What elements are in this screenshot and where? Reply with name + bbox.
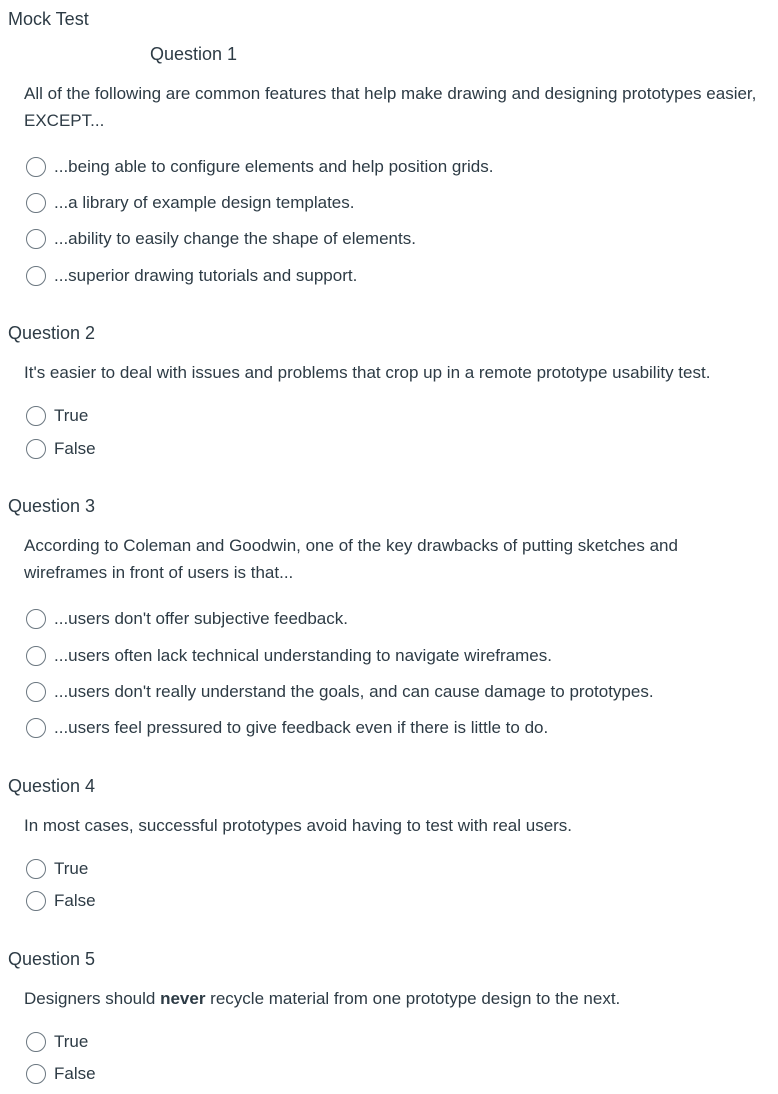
question-3-text: According to Coleman and Goodwin, one of the key drawbacks of putting sketches and wireframes in front of users is that... — [24, 536, 678, 582]
question-5-text-after: recycle material from one prototype design to the next. — [205, 989, 621, 1008]
question-4-text: In most cases, successful prototypes avoid having to test with real users. — [24, 816, 573, 835]
option-label: True — [54, 859, 89, 878]
question-1-text: All of the following are common features that help make drawing and designing prototypes easier, EXCEPT... — [24, 84, 757, 130]
option-label: ...users often lack technical understanding to navigate wireframes. — [54, 646, 552, 665]
question-2-option-true[interactable] — [26, 404, 88, 428]
question-2-option-false[interactable] — [26, 437, 96, 461]
option-label: False — [54, 1064, 96, 1083]
question-3-option-1[interactable] — [26, 607, 348, 631]
radio-button[interactable] — [26, 1032, 46, 1052]
option-label: ...a library of example design templates. — [54, 193, 355, 212]
radio-button[interactable] — [26, 609, 46, 629]
option-label: False — [54, 891, 96, 910]
question-1-option-3[interactable] — [26, 227, 416, 251]
radio-button[interactable] — [26, 646, 46, 666]
question-4-title: Question 4 — [8, 776, 96, 796]
question-1-option-4[interactable] — [26, 264, 357, 288]
radio-button[interactable] — [26, 229, 46, 249]
option-label: ...users feel pressured to give feedback even if there is little to do. — [54, 718, 549, 737]
question-1-title: Question 1 — [150, 44, 238, 64]
radio-button[interactable] — [26, 406, 46, 426]
option-label: False — [54, 439, 96, 458]
radio-button[interactable] — [26, 1064, 46, 1084]
radio-button[interactable] — [26, 193, 46, 213]
option-label: ...users don't offer subjective feedback. — [54, 609, 348, 628]
question-1-option-2[interactable] — [26, 191, 354, 215]
option-label: ...being able to configure elements and help position grids. — [54, 157, 494, 176]
question-5-text-emphasis: never — [160, 989, 206, 1008]
question-3-title: Question 3 — [8, 496, 96, 516]
question-5-option-false[interactable] — [26, 1062, 96, 1086]
question-4-option-true[interactable] — [26, 857, 88, 881]
question-1-option-1[interactable] — [26, 155, 493, 179]
question-2-text: It's easier to deal with issues and problems that crop up in a remote prototype usability test. — [24, 363, 711, 382]
question-5-title: Question 5 — [8, 949, 96, 969]
page-title: Mock Test — [8, 9, 89, 29]
option-label: ...users don't really understand the goals, and can cause damage to prototypes. — [54, 682, 654, 701]
question-3-option-3[interactable] — [26, 680, 654, 704]
radio-button[interactable] — [26, 859, 46, 879]
option-label: True — [54, 1032, 89, 1051]
radio-button[interactable] — [26, 718, 46, 738]
question-2-title: Question 2 — [8, 323, 96, 343]
option-label: ...ability to easily change the shape of elements. — [54, 229, 416, 248]
question-5-text — [24, 985, 759, 1012]
radio-button[interactable] — [26, 891, 46, 911]
radio-button[interactable] — [26, 682, 46, 702]
question-3-option-4[interactable] — [26, 716, 548, 740]
question-4-option-false[interactable] — [26, 889, 96, 913]
question-5-option-true[interactable] — [26, 1030, 88, 1054]
radio-button[interactable] — [26, 266, 46, 286]
option-label: ...superior drawing tutorials and support. — [54, 266, 358, 285]
question-3-option-2[interactable] — [26, 644, 552, 668]
radio-button[interactable] — [26, 439, 46, 459]
option-label: True — [54, 406, 89, 425]
question-5-text-before: Designers should — [24, 989, 161, 1008]
radio-button[interactable] — [26, 157, 46, 177]
